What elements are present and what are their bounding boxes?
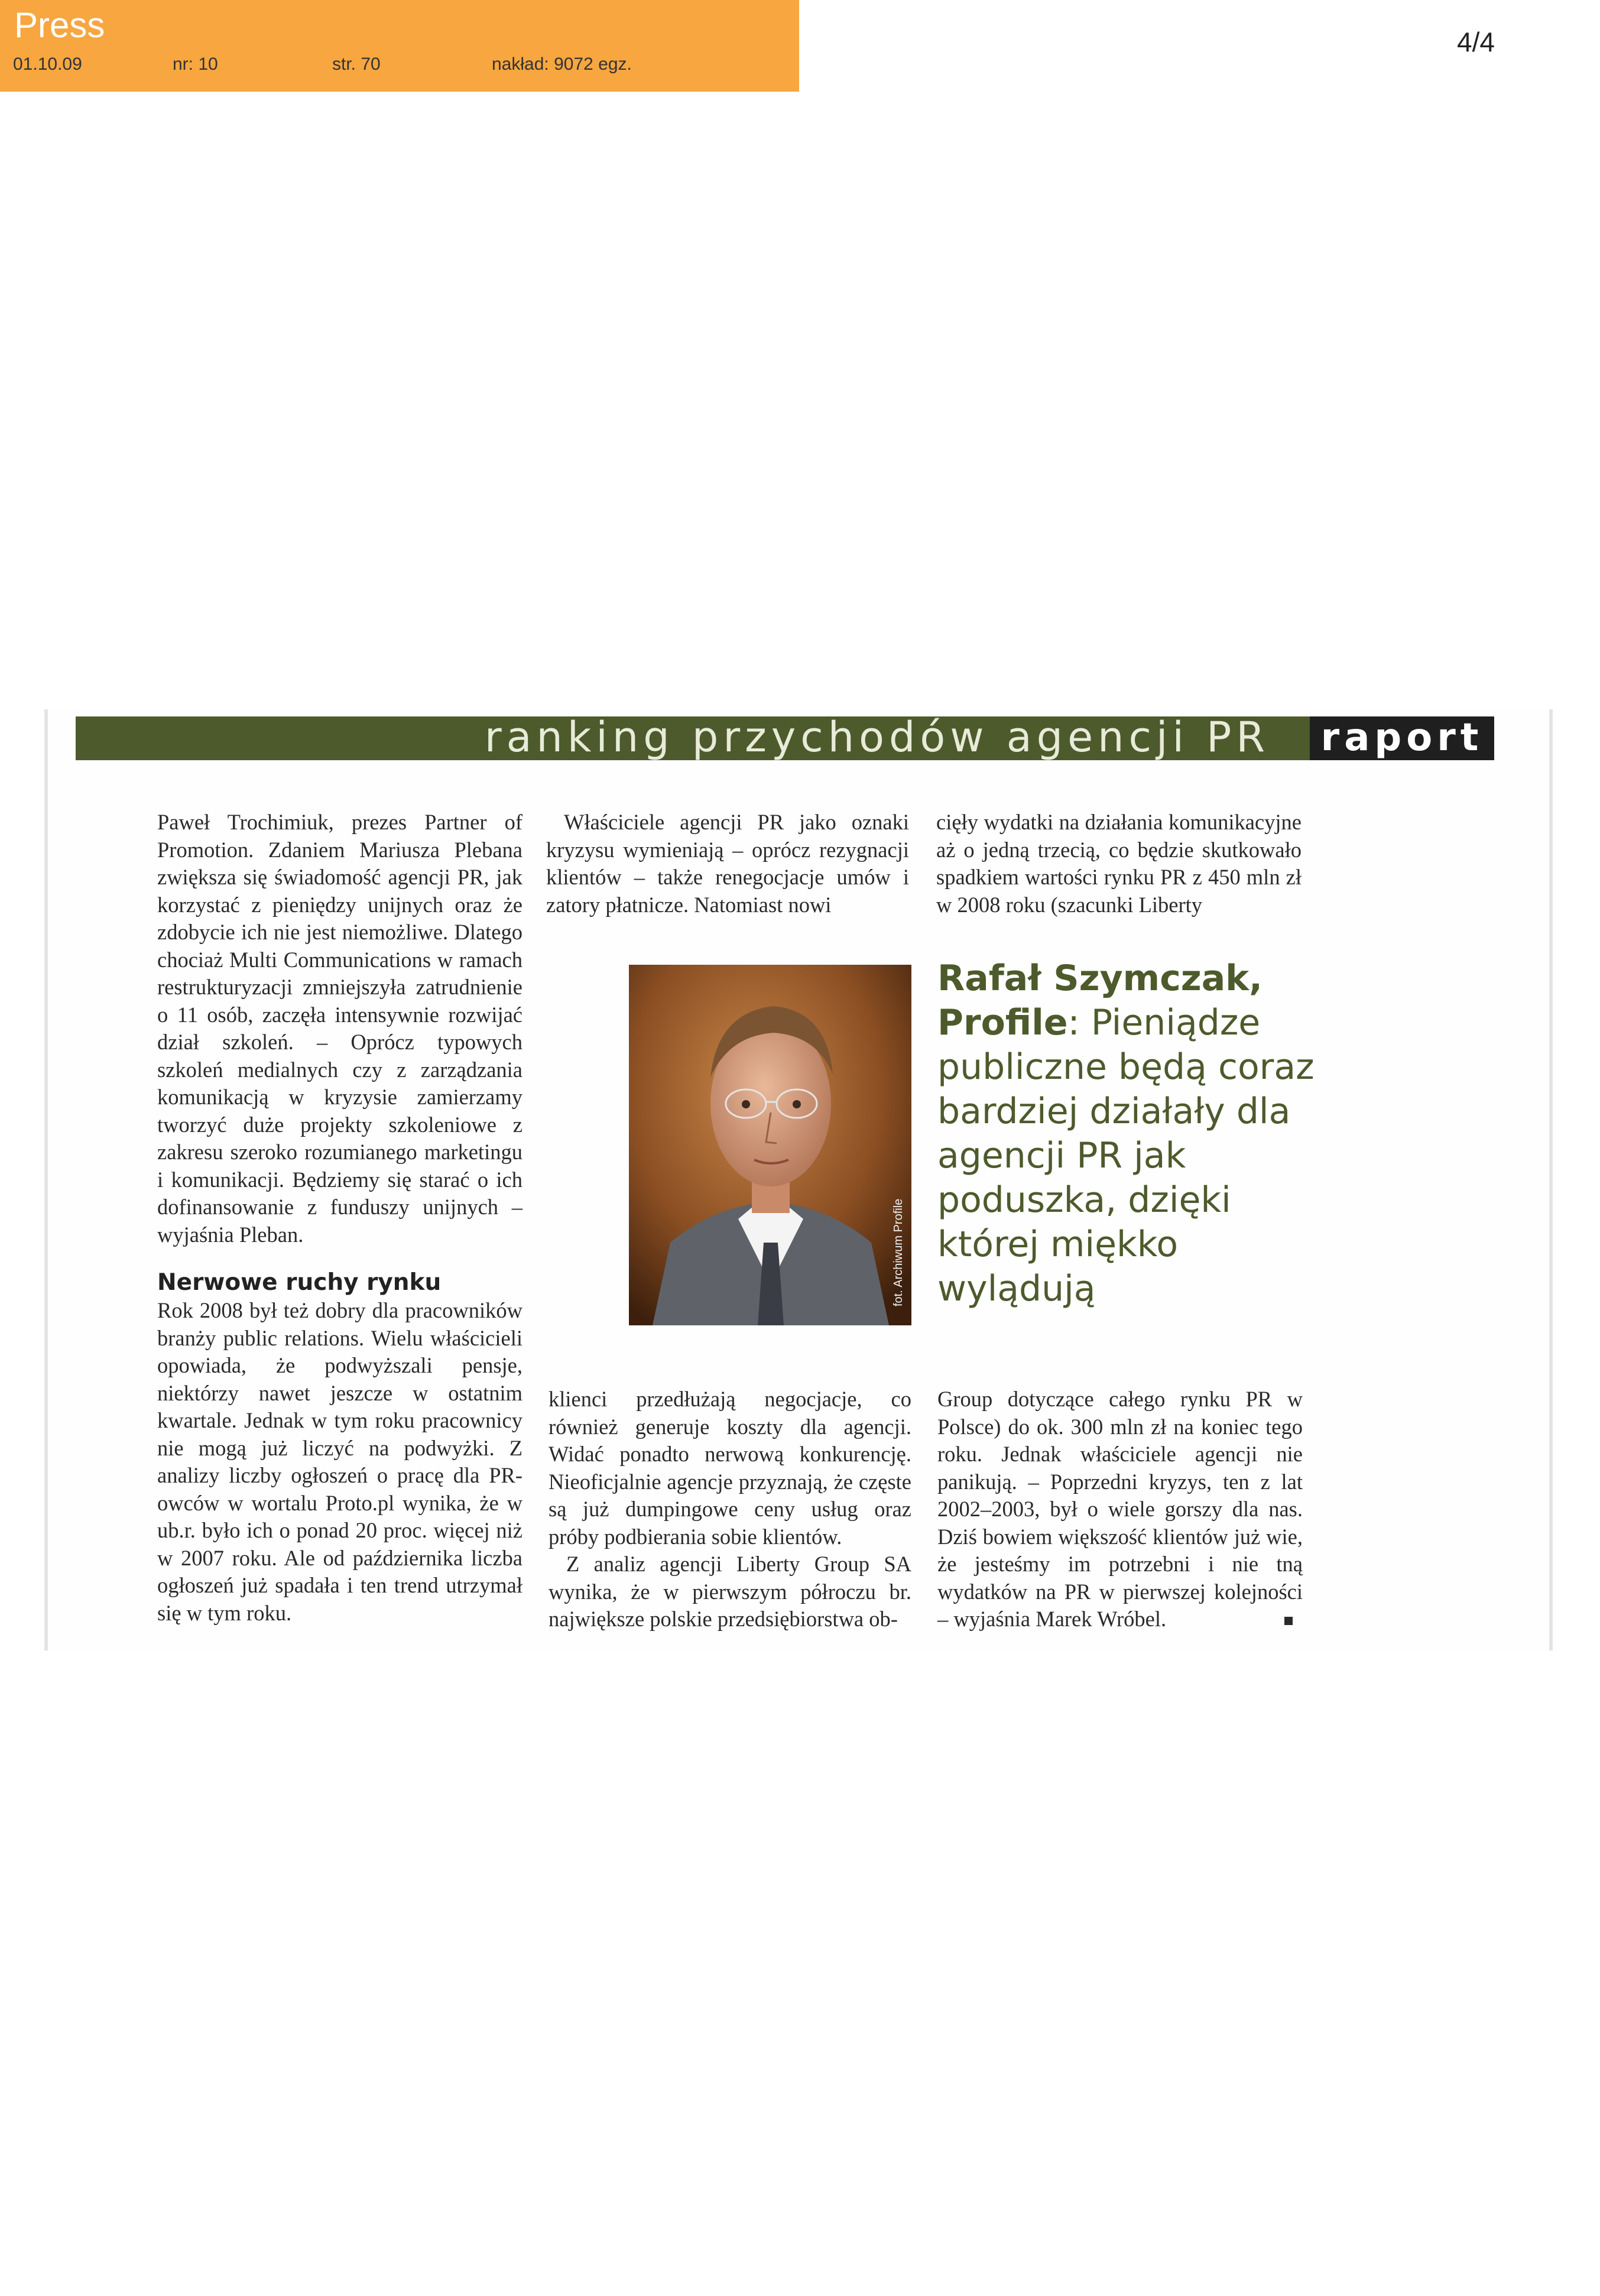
section-band (76, 713, 1494, 761)
column-1 (157, 809, 522, 1627)
paragraph: Rok 2008 był też dobry dla pracowników branży public relations. Wielu właścicieli opowiada, że podwyższali pensje, niektórzy nawet jeszcze w ostatnim kwartale. Jednak w tym roku pracownicy nie mogą już liczyć na podwyżki. Z analizy liczby ogłoszeń o pracę dla PR-owców w wortalu Proto.pl wynika, że w ub.r. było ich o ponad 20 proc. więcej niż w 2007 roku. Ale od października liczba ogłoszeń już spadała i ten trend utrzymał się w tym roku. (157, 1298, 522, 1625)
column-2-top (546, 809, 909, 919)
end-of-article-mark (1284, 1617, 1293, 1625)
column-3-bottom (937, 1386, 1303, 1633)
pull-quote (937, 956, 1316, 1311)
page-reference: str. 70 (332, 54, 381, 74)
quote-text: : Pieniądze publiczne będą coraz bardziej działały dla agencji PR jak poduszka, dzięki której miękko wylądują (937, 1002, 1315, 1309)
page-counter: 4/4 (1457, 27, 1495, 57)
paragraph: Z analiz agencji Liberty Group SA wynika, że w pierwszym półroczu br. największe polskie przedsiębiorstwa ob- (549, 1552, 911, 1631)
paragraph: klienci przedłużają negocjacje, co również generuje koszty dla agencji. Widać ponadto nerwową konkurencję. Nieoficjalnie agencje przyznają, że częste są już dumpingowe ceny usług oraz próby podbierania sobie klientów. (549, 1387, 911, 1549)
photo-credit: fot. Archiwum Profile (892, 1198, 905, 1306)
issue-date: 01.10.09 (13, 54, 82, 74)
subheading: Nerwowe ruchy rynku (157, 1269, 442, 1296)
column-3-top (936, 809, 1302, 919)
paragraph: Paweł Trochimiuk, prezes Partner of Promotion. Zdaniem Mariusza Plebana zwiększa się świadomość agencji PR, jak korzystać z pieniędzy unijnych oraz że zdobycie ich nie jest niemożliwe. Dlatego chociaż Multi Communications w ramach restrukturyzacji zmniejszyła zatrudnienie o 11 osób, zaczęła intensywnie rozwijać dział szkoleń. – Oprócz typowych szkoleń medialnych czy z zarządzania komunikacją w kryzysie zamierzamy tworzyć duże projekty szkoleniowe z zakresu szeroko rozumianego marketingu i komunikacji. Będziemy się starać o ich dofinansowanie z funduszy unijnych – wyjaśnia Pleban. (157, 810, 522, 1247)
quote-author: Rafał Szymczak, Profile (937, 958, 1263, 1043)
circulation: nakład: 9072 egz. (492, 54, 632, 74)
publication-title: Press (14, 5, 105, 45)
issue-number: nr: 10 (173, 54, 218, 74)
paragraph: cięły wydatki na działania komunikacyjne aż o jedną trzecią, co będzie skutkowało spadkiem wartości rynku PR z 450 mln zł w 2008 roku (szacunki Liberty (936, 810, 1302, 917)
section-tag: raport (1310, 716, 1494, 760)
paragraph: Group dotyczące całego rynku PR w Polsce) do ok. 300 mln zł na koniec tego roku. Jednak właściciele agencji nie panikują. – Poprzedni kryzys, ten z lat 2002–2003, był o wiele gorszy dla nas. Dziś bowiem większość klientów już wie, że jesteśmy im potrzebni i nie tną wydatków na PR w pierwszej kolejności – wyjaśnia Marek Wróbel. (937, 1387, 1303, 1631)
column-2-bottom (549, 1386, 911, 1633)
portrait-photo (629, 965, 911, 1325)
section-band-title: ranking przychodów agencji PR (484, 713, 1270, 761)
article-clipping (44, 709, 1553, 1650)
press-header-bar (0, 0, 799, 92)
paragraph: Właściciele agencji PR jako oznaki kryzysu wymieniają – oprócz rezygnacji klientów – także renegocjacje umów i zatory płatnicze. Natomiast nowi (546, 810, 909, 917)
